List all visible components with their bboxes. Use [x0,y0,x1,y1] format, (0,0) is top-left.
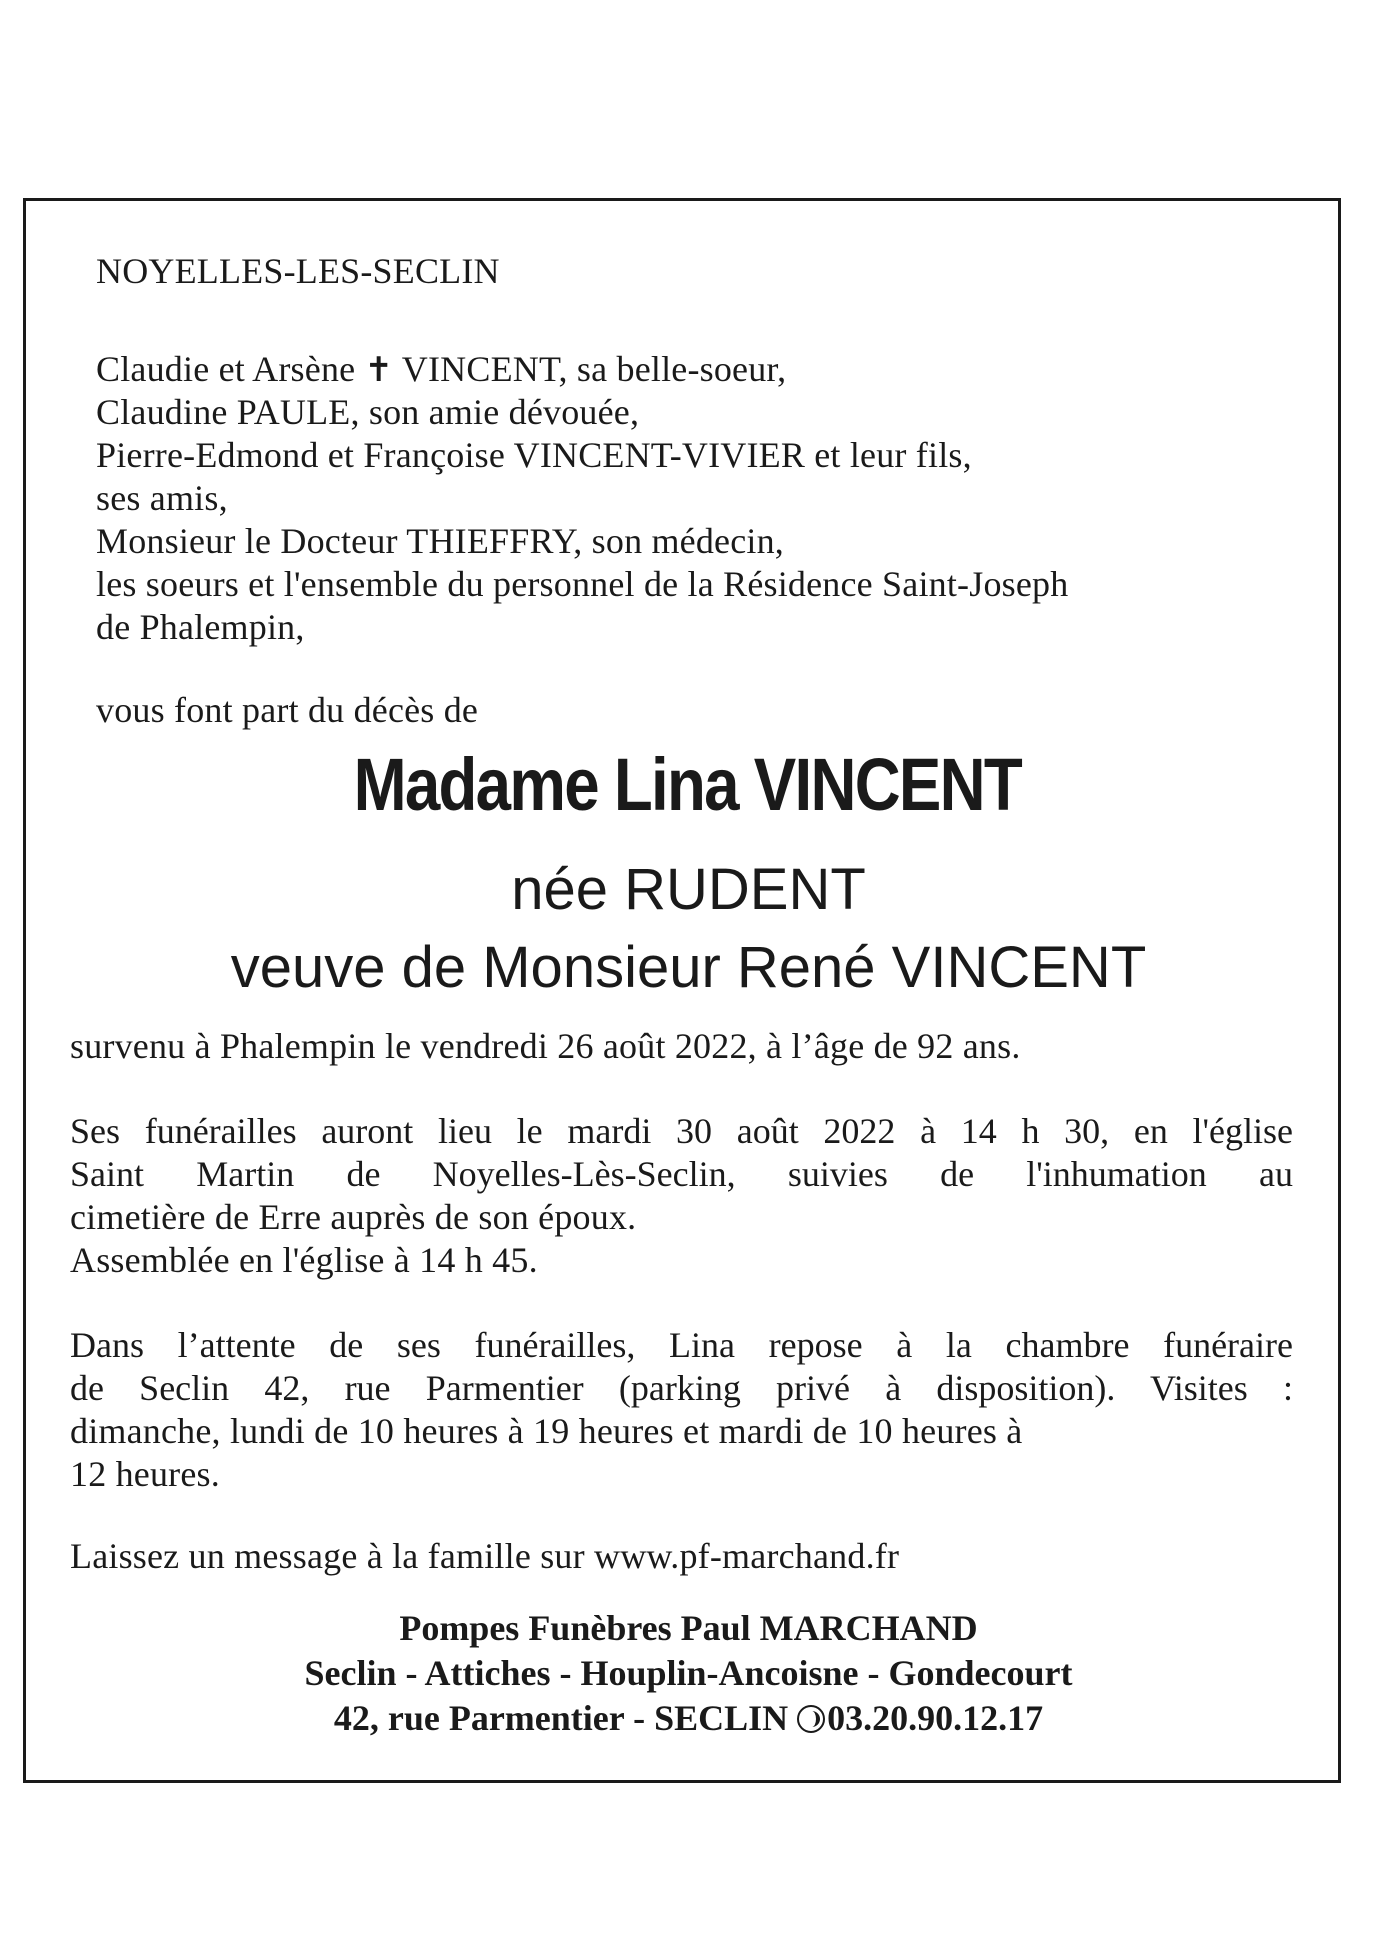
family-line-1 [96,347,786,392]
cross-icon: ✝ [364,350,394,390]
family-line-1-end: VINCENT, sa belle-soeur, [401,349,787,389]
widow-of: veuve de Monsieur René VINCENT [230,935,1147,1000]
company-towns: Seclin - Attiches - Houplin-Ancoisne - Gondecourt [304,1653,1073,1693]
company-phone: 03.20.90.12.17 [827,1698,1044,1738]
visits-line-2: de Seclin 42, rue Parmentier (parking privé à disposition). Visites : [70,1368,1293,1408]
company-address: 42, rue Parmentier - SECLIN [333,1698,789,1738]
town-heading: NOYELLES-LES-SECLIN [96,251,500,291]
visits-line-1: Dans l’attente de ses funérailles, Lina repose à la chambre funéraire [70,1325,1293,1365]
announcement: vous font part du décès de [96,690,479,730]
funeral-line-1: Ses funérailles auront lieu le mardi 30 août 2022 à 14 h 30, en l'église [70,1111,1293,1151]
family-line-5: Monsieur le Docteur THIEFFRY, son médecin, [96,521,785,561]
family-line-7: de Phalempin, [96,607,305,647]
visits-line-4: 12 heures. [70,1454,220,1494]
phone-icon [797,1705,825,1733]
funeral-line-3: cimetière de Erre auprès de son époux. [70,1197,637,1237]
funeral-line-4: Assemblée en l'église à 14 h 45. [70,1240,538,1280]
visits-line-3: dimanche, lundi de 10 heures à 19 heures et mardi de 10 heures à [70,1411,1023,1451]
family-line-2: Claudine PAULE, son amie dévouée, [96,392,640,432]
death-info: survenu à Phalempin le vendredi 26 août 2022, à l’âge de 92 ans. [70,1026,1021,1066]
family-line-3: Pierre-Edmond et Françoise VINCENT-VIVIER et leur fils, [96,435,972,475]
message-link-text: Laissez un message à la famille sur www.pf-marchand.fr [70,1536,900,1576]
company-name: Pompes Funèbres Paul MARCHAND [399,1608,978,1648]
family-line-6: les soeurs et l'ensemble du personnel de la Résidence Saint-Joseph [96,564,1069,604]
company-contact [0,1696,1377,1740]
maiden-name: née RUDENT [511,857,866,922]
deceased-name: Madame Lina VINCENT [353,743,1022,826]
funeral-line-2: Saint Martin de Noyelles-Lès-Seclin, suivies de l'inhumation au [70,1154,1293,1194]
family-line-4: ses amis, [96,478,228,518]
family-line-1-start: Claudie et Arsène [96,349,356,389]
